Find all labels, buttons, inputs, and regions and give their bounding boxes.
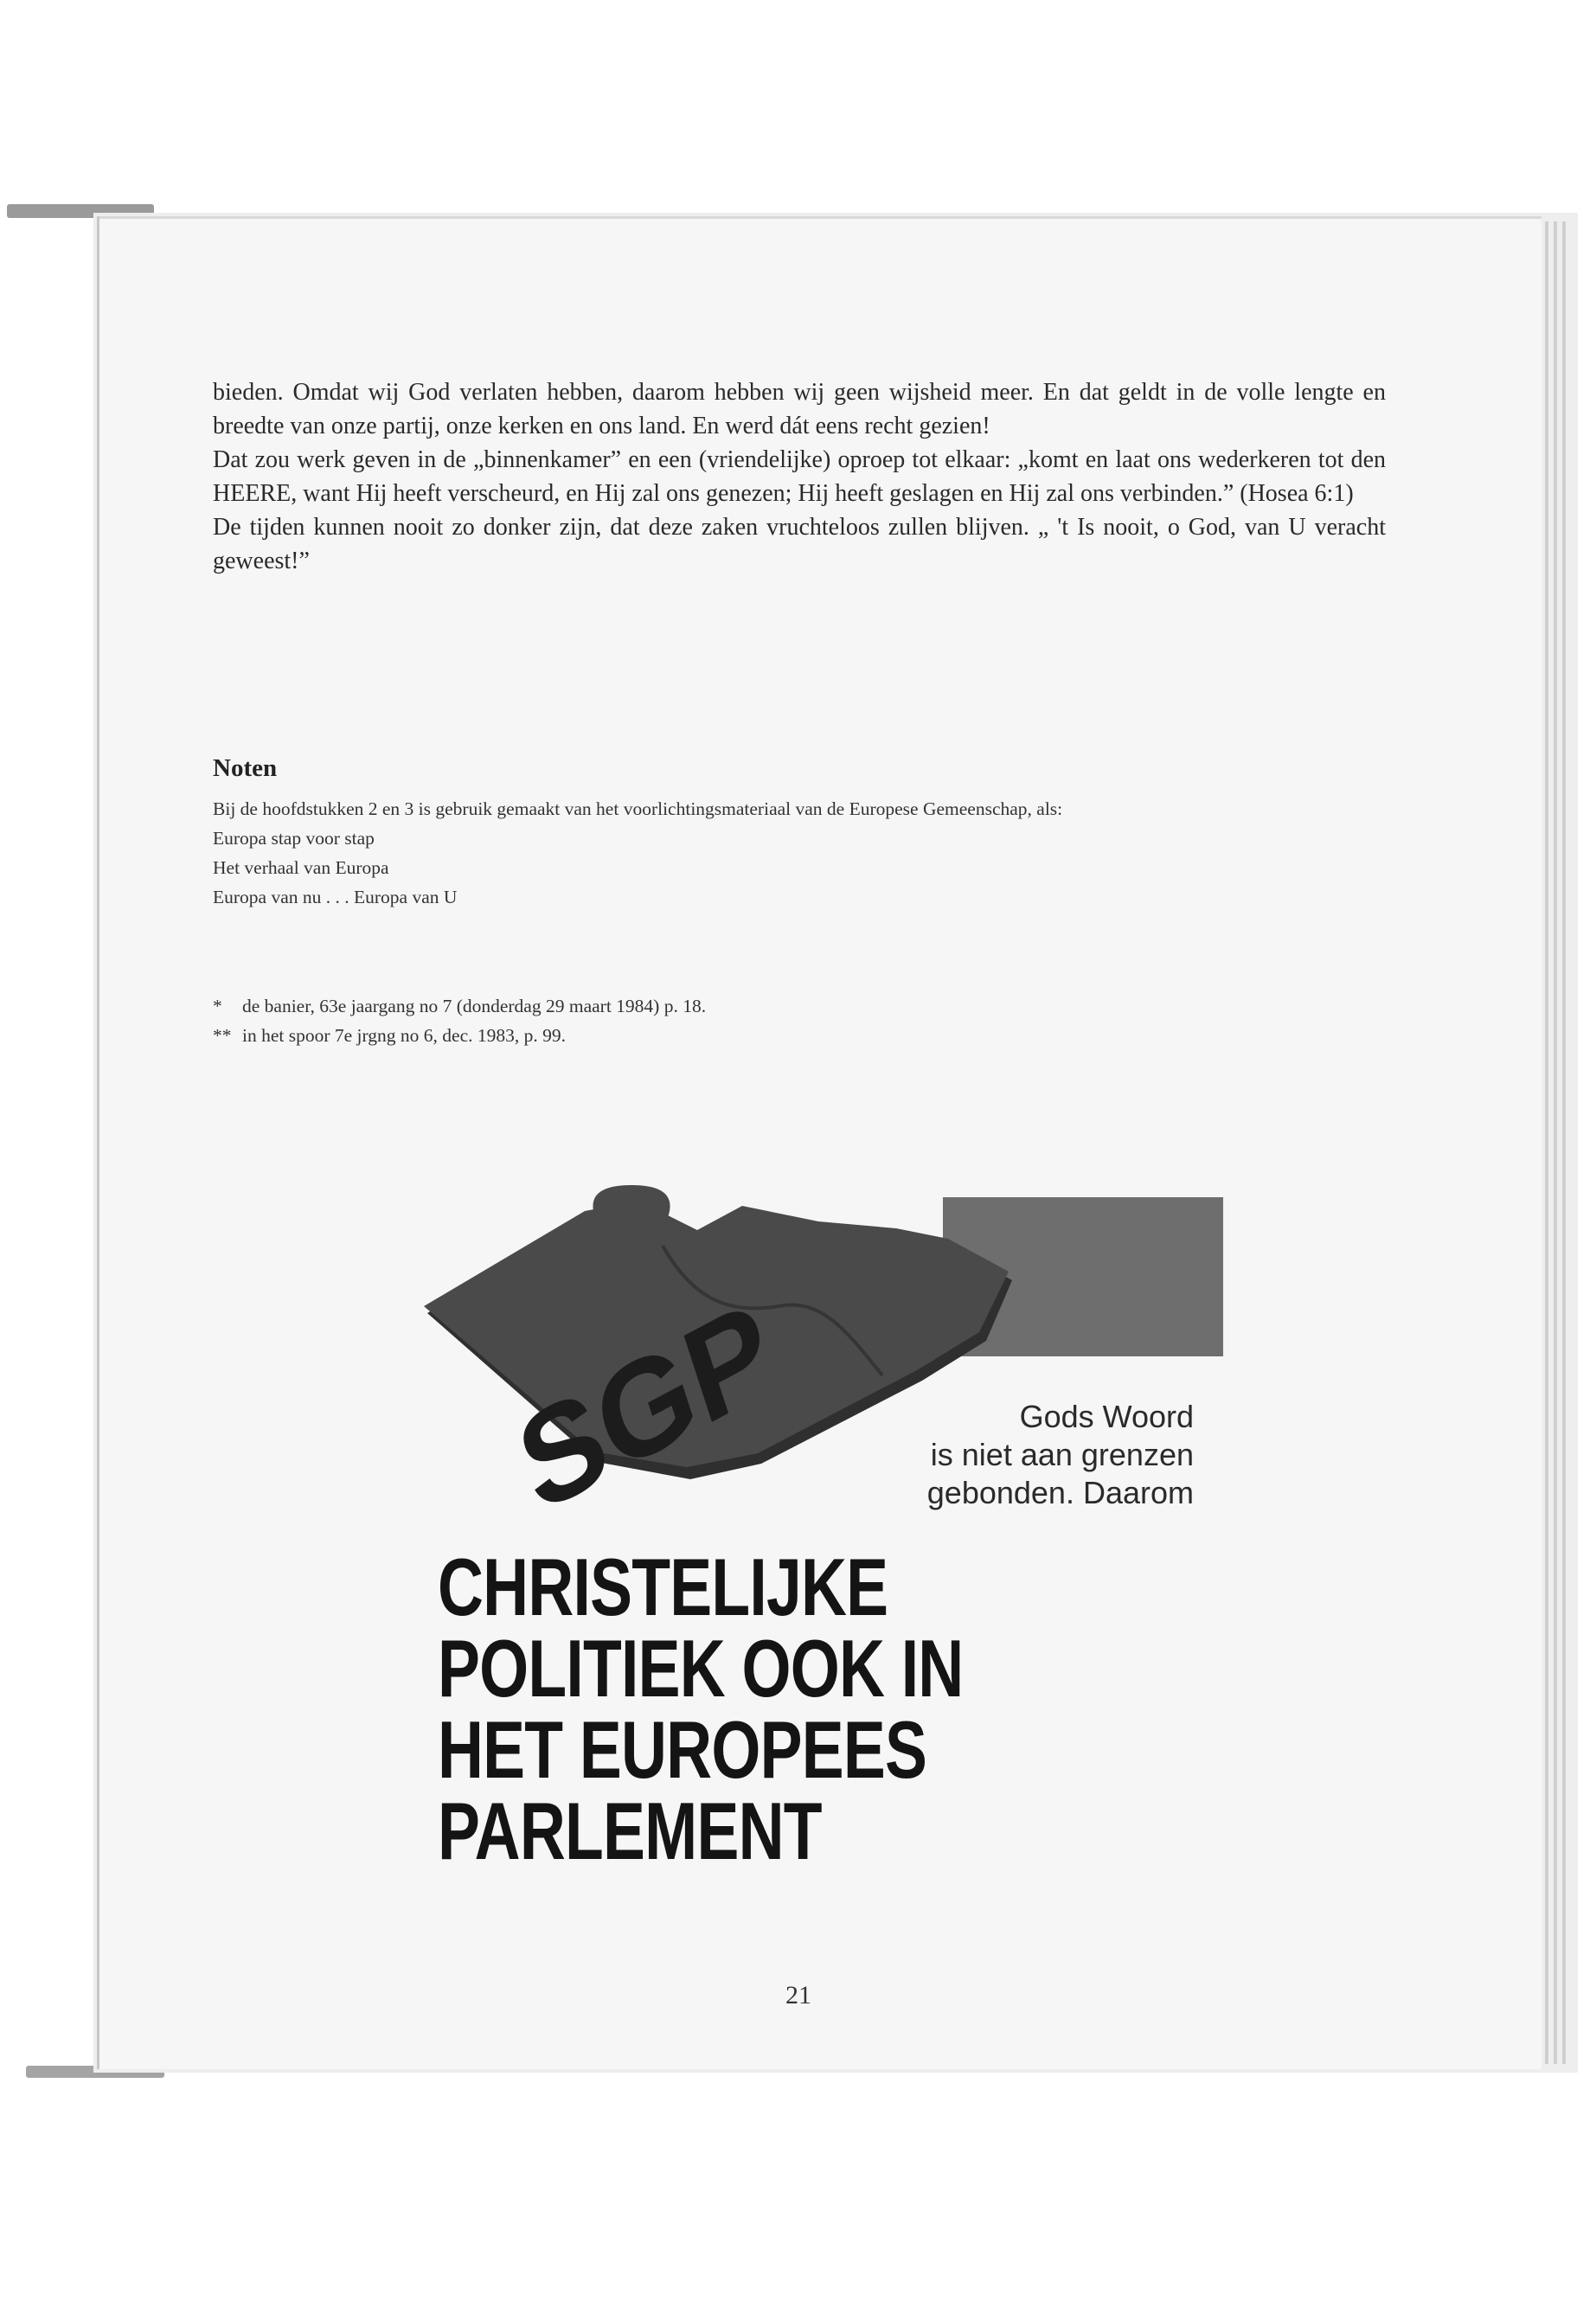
notes-section (213, 794, 1386, 912)
paragraph: Dat zou werk geven in de „binnenkamer” en een (vriendelijke) oproep tot elkaar: „komt en laat ons wederkeren tot den HEERE, want Hij heeft verscheurd, en Hij zal ons genezen; Hij heeft geslagen en Hij zal ons verbinden.” (Hosea 6:1) (213, 446, 1386, 507)
paragraph: bieden. Omdat wij God verlaten hebben, daarom hebben wij geen wijsheid meer. En dat geldt in de volle lengte en breedte van onze partij, onze kerken en ons land. En werd dát eens recht gezien! (213, 379, 1386, 439)
footnotes (213, 991, 1078, 1050)
page-edge (1545, 221, 1548, 2064)
footnote (213, 991, 1078, 1021)
notes-heading: Noten (213, 754, 278, 782)
list-item: Europa van nu . . . Europa van U (213, 887, 458, 907)
footnote-mark: * (213, 996, 222, 1016)
body-text (213, 375, 1386, 578)
page-edge (1562, 221, 1566, 2064)
advertisement-tagline (779, 1398, 1194, 1512)
tagline-line: gebonden. Daarom (926, 1475, 1194, 1510)
paragraph: De tijden kunnen nooit zo donker zijn, dat deze zaken vruchteloos zullen blijven. „ 't Is nooit, o God, van U veracht geweest!” (213, 514, 1386, 574)
headline-line: PARLEMENT (438, 1785, 822, 1876)
puzzle-knob (593, 1185, 670, 1237)
advertisement-headline (438, 1541, 1045, 1876)
footnote-mark: ** (213, 1025, 232, 1046)
list-item: Europa stap voor stap (213, 828, 375, 849)
headline-line: HET EUROPEES (438, 1704, 927, 1795)
notes-intro: Bij de hoofdstukken 2 en 3 is gebruik gemaakt van het voorlichtingsmateriaal van de Europese Gemeenschap, als: (213, 798, 1063, 819)
tagline-line: Gods Woord (1019, 1399, 1194, 1434)
page-number: 21 (785, 1981, 811, 2009)
headline-line: CHRISTELIJKE (438, 1541, 888, 1632)
tagline-line: is niet aan grenzen (930, 1437, 1194, 1472)
footnote-text: de banier, 63e jaargang no 7 (donderdag 29 maart 1984) p. 18. (242, 996, 707, 1016)
list-item: Het verhaal van Europa (213, 857, 389, 878)
sgp-logo-text: SGP (502, 1272, 790, 1541)
footnote (213, 1021, 1078, 1050)
footnote-text: in het spoor 7e jrgng no 6, dec. 1983, p. 99. (242, 1025, 567, 1046)
page-edge (1554, 221, 1557, 2064)
notes-list (213, 824, 1386, 912)
headline-line: POLITIEK OOK IN (438, 1623, 964, 1714)
